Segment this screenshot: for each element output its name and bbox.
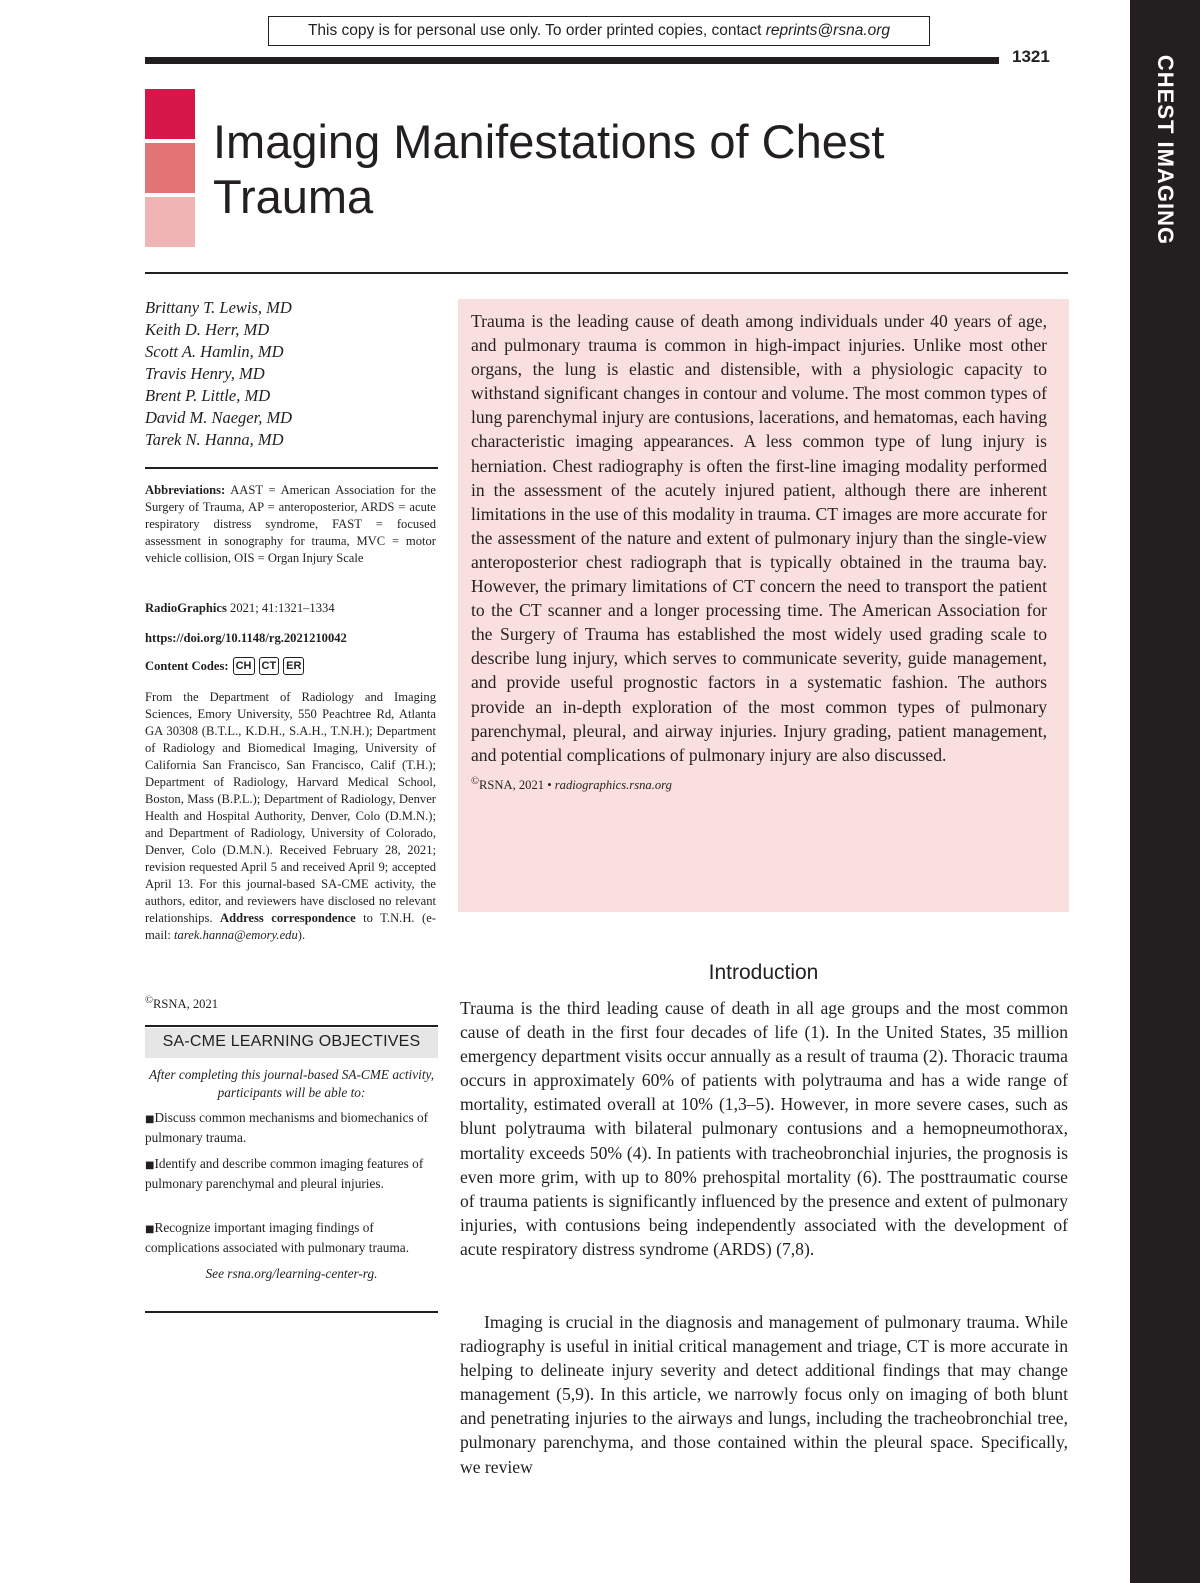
top-rule [145,57,999,64]
section-side-band [1130,0,1200,1583]
journal-website-link[interactable]: radiographics.rsna.org [554,777,672,792]
copyright-symbol: © [471,775,479,787]
title-rule [145,272,1068,274]
cme-heading-rule [145,1025,438,1027]
abbreviations-text: AAST = American Association for the Surgery of Trauma, AP = anteroposterior, ARDS = acute respiratory distress syndrome, FAST = focused assessment in sonography for trauma, MVC = motor vehicle collision, OIS = Organ Injury Scale [145,483,436,565]
bullet-icon: ■ [145,1224,155,1235]
cme-bottom-rule [145,1311,438,1313]
correspondence-label: Address correspondence [219,911,356,925]
cme-objective [145,1219,435,1257]
author-name: Keith D. Herr, MD [145,320,270,339]
reprint-notice [268,16,930,46]
content-code-badge: CT [259,657,280,675]
section-heading-introduction: Introduction [708,961,819,984]
bullet-icon: ■ [145,1160,155,1171]
abstract-copyright [471,773,1047,794]
cme-objective-text: Discuss common mechanisms and biomechanics of pulmonary trauma. [145,1110,429,1145]
content-code-badge: CH [233,657,255,675]
citation [145,600,436,617]
body-paragraph: Trauma is the third leading cause of death in all age groups and the most common cause of death in the first four decades of life (1). In the United States, 35 million emergency department visits occur annually as a result of trauma (2). Thoracic trauma occurs in approximately 60% of patients with polytrauma and has a wide range of mortality, estimated overall at 10% (1,3–5). However, in more severe cases, such as blunt polytrauma with bilateral pulmonary contusions and a hemopneumothorax, mortality exceeds 50% (4). In patients with tracheobronchial injuries, the prognosis is even more grim, with up to 80% prehospital mortality (6). The posttraumatic course of trauma patients is significantly influenced by the presence and extent of pulmonary injuries, with contusions being independently associated with the development of acute respiratory distress syndrome (ARDS) (7,8). [460,998,1068,1259]
section-label: CHEST IMAGING [1153,54,1178,246]
content-codes [145,657,436,675]
cme-objective-text: Recognize important imaging findings of complications associated with pulmonary trauma. [145,1220,410,1255]
author-name: Brittany T. Lewis, MD [145,298,292,317]
reprint-notice-text: This copy is for personal use only. To order printed copies, contact [307,22,766,39]
affiliation-text [145,689,436,944]
title-line-2: Trauma [213,170,374,223]
cme-objective [145,1109,435,1147]
cme-intro: After completing this journal-based SA-CME activity, participants will be able to: [148,1067,435,1100]
title-line-1: Imaging Manifestations of Chest [213,115,885,168]
content-code-badge: ER [283,657,304,675]
sidebar-copyright [145,992,436,1013]
author-list [145,297,292,451]
author-name: Scott A. Hamlin, MD [145,342,284,361]
correspondence-to: to T.N.H. (e-mail: [145,911,437,942]
copyright-text: RSNA, 2021 [152,997,219,1012]
abstract-box [458,299,1069,912]
page-number: 1321 [1012,47,1050,66]
title-color-block-1 [145,89,195,139]
correspondence-end: ). [297,928,306,942]
citation-journal: RadioGraphics [145,601,227,615]
cme-objective [145,1155,435,1193]
title-color-block-2 [145,143,195,193]
cme-heading: SA-CME LEARNING OBJECTIVES [145,1028,438,1058]
abstract-text: Trauma is the leading cause of death among individuals under 40 years of age, and pulmonary trauma is common in high-impact injuries. Unlike most other organs, the lung is elastic and distensible, with a physiologic capacity to withstand significant changes in contour and volume. The most common types of lung parenchymal injury are contusions, lacerations, and hematomas, each having characteristic imaging appearances. A less common type of lung injury is herniation. Chest radiography is often the first-line imaging modality performed in the assessment of the acutely injured patient, although there are inherent limitations in the use of this modality in trauma. CT images are more accurate for the assessment of the nature and extent of pulmonary injury than the single-view anteroposterior chest radiograph that is typically obtained in the trauma bay. However, the primary limitations of CT concern the need to transport the patient to the CT scanner and a longer processing time. The American Association for the Surgery of Trauma has established the most widely used grading scale to describe lung injury, which serves to communicate severity, guide management, and provide useful prognostic factors in a systematic fashion. The authors provide an in-depth exploration of the most common types of pulmonary parenchymal, pleural, and airway injuries. Injury grading, patient management, and potential complications of pulmonary injury are also discussed. [471,311,1047,765]
authors-rule [145,467,438,469]
reprint-email-link[interactable]: reprints@rsna.org [765,22,891,39]
content-codes-label: Content Codes: [145,658,229,673]
body-paragraph: Imaging is crucial in the diagnosis and management of pulmonary trauma. While radiography is useful in initial critical management and triage, CT is more accurate in helping to delineate injury severity and detect additional findings that may change management (5,9). In this article, we narrowly focus only on imaging of both blunt and penetrating injuries to the airways and lungs, including the tracheobronchial tree, pulmonary parenchyma, and those contained within the pleural space. Specifically, we review [460,1312,1068,1477]
title-color-block-3 [145,197,195,247]
abbreviations-label: Abbreviations: [145,483,226,497]
article-title [213,114,1053,224]
correspondence-email-link[interactable]: tarek.hanna@emory.edu [174,928,298,942]
author-name: David M. Naeger, MD [145,408,293,427]
abbreviations [145,482,436,567]
doi-link[interactable]: https://doi.org/10.1148/rg.2021210042 [145,631,347,645]
author-name: Brent P. Little, MD [145,386,271,405]
author-name: Tarek N. Hanna, MD [145,430,284,449]
cme-learning-center-link[interactable]: See rsna.org/learning-center-rg. [205,1266,378,1281]
cme-objective-text: Identify and describe common imaging features of pulmonary parenchymal and pleural injuries. [145,1156,424,1191]
bullet-icon: ■ [145,1114,155,1125]
affiliation-body: From the Department of Radiology and Imaging Sciences, Emory University, 550 Peachtree Rd, Atlanta GA 30308 (B.T.L., K.D.H., S.A.H., T.N.H.); Department of Radiology and Biomedical Imaging, University of California San Francisco, San Francisco, Calif (T.H.); Department of Radiology, Harvard Medical School, Boston, Mass (B.P.L.); Department of Radiology, Denver Health and Hospital Authority, Denver, Colo (D.M.N.); and Department of Radiology, University of Colorado, Denver, Colo (D.M.N.). Received February 28, 2021; revision requested April 5 and received April 9; accepted April 13. For this journal-based SA-CME activity, the authors, editor, and reviewers have disclosed no relevant relationships. [145,690,436,925]
abstract-copyright-text: RSNA, 2021 • [478,777,555,792]
copyright-symbol: © [145,995,153,1006]
author-name: Travis Henry, MD [145,364,265,383]
citation-text: 2021; 41:1321–1334 [226,601,335,615]
